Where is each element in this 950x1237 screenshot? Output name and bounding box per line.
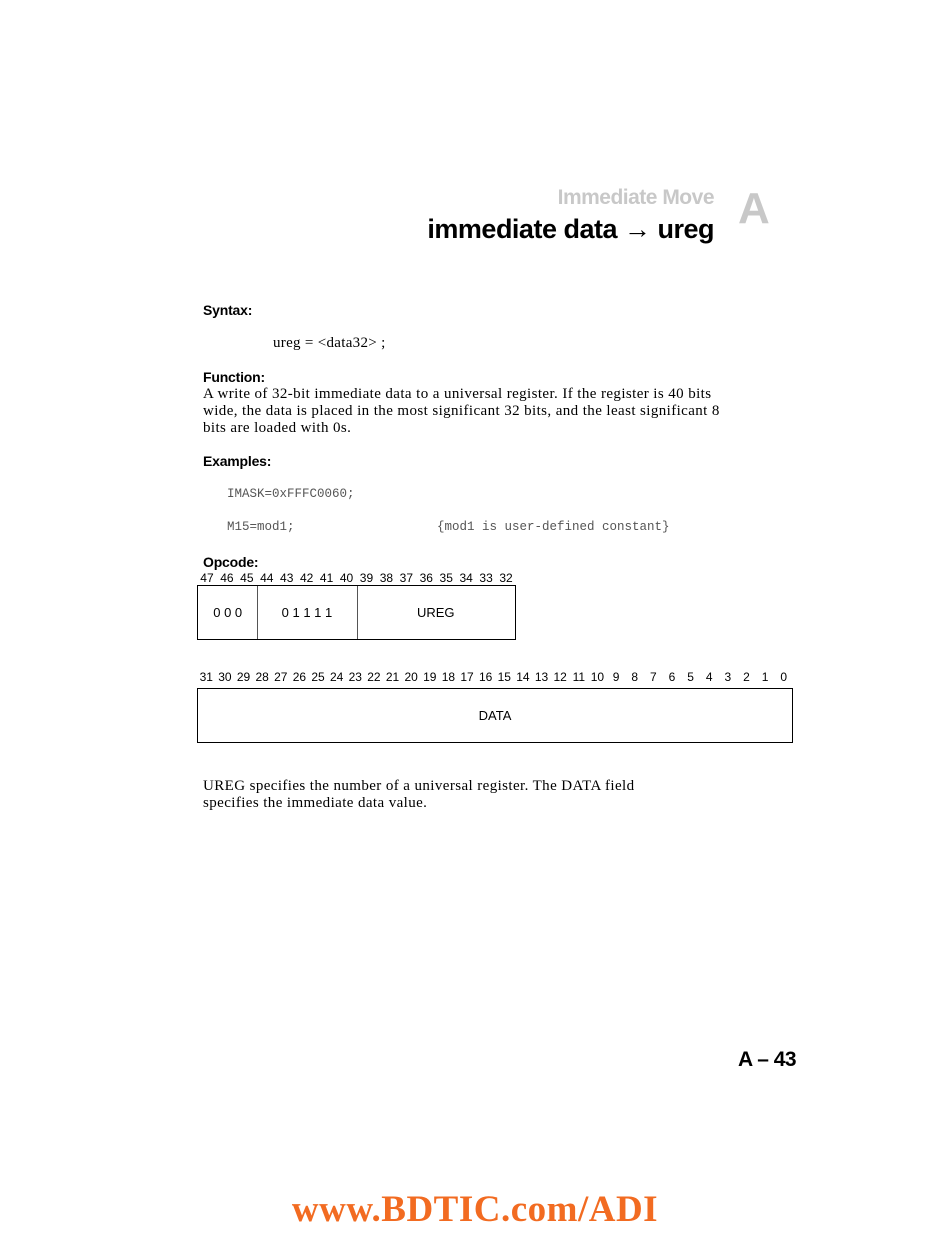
lower-bit-23: 23	[348, 670, 362, 684]
upper-bit-32: 32	[499, 571, 513, 585]
upper-bit-37: 37	[399, 571, 414, 585]
example-code-1: IMASK=0xFFFC0060;	[227, 487, 355, 501]
lower-bit-8: 8	[631, 670, 639, 684]
upper-bit-35: 35	[439, 571, 453, 585]
function-heading: Function:	[203, 369, 265, 385]
upper-bit-44: 44	[260, 571, 274, 585]
lower-bit-18: 18	[441, 670, 456, 684]
upper-bit-41: 41	[319, 571, 334, 585]
upper-bit-38: 38	[379, 571, 394, 585]
upper-bit-numbers	[197, 571, 516, 585]
lower-bit-9: 9	[612, 670, 620, 684]
lower-bit-20: 20	[404, 670, 418, 684]
upper-bit-47: 47	[200, 571, 214, 585]
upper-bit-33: 33	[479, 571, 493, 585]
lower-bit-11: 11	[572, 670, 586, 684]
lower-bit-2: 2	[743, 670, 750, 684]
function-text: A write of 32-bit immediate data to a universal register. If the register is 40 bits wide, the data is placed in the most significant 32 bits, and the least significant 8 bits are loaded with 0s.	[203, 386, 720, 436]
lower-bit-16: 16	[479, 670, 493, 684]
lower-bit-1: 1	[761, 670, 769, 684]
section-subtitle: Immediate Move	[557, 186, 714, 209]
appendix-letter: A	[738, 184, 770, 233]
upper-field-0: 0 0 0	[198, 586, 258, 639]
lower-bit-31: 31	[199, 670, 213, 684]
page-number: A – 43	[738, 1048, 797, 1071]
examples-heading: Examples:	[203, 453, 272, 469]
lower-bit-22: 22	[367, 670, 381, 684]
upper-bit-42: 42	[299, 571, 314, 585]
lower-bit-numbers	[197, 670, 793, 684]
syntax-line: ureg = <data32> ;	[273, 335, 386, 351]
example-comment-2: {mod1 is user-defined constant}	[437, 520, 670, 534]
upper-bit-40: 40	[339, 571, 354, 585]
lower-bit-15: 15	[497, 670, 511, 684]
lower-bit-14: 14	[516, 670, 530, 684]
watermark-link[interactable]: www.BDTIC.com/ADI	[291, 1189, 659, 1230]
example-code-2: M15=mod1;	[227, 520, 295, 534]
upper-bit-45: 45	[240, 571, 254, 585]
lower-bit-27: 27	[274, 670, 288, 684]
lower-bit-19: 19	[423, 670, 437, 684]
lower-bit-28: 28	[255, 670, 269, 684]
lower-bit-7: 7	[649, 670, 657, 684]
page-title: immediate data → ureg	[427, 214, 714, 244]
upper-bit-34: 34	[459, 571, 473, 585]
lower-bit-5: 5	[687, 670, 694, 684]
syntax-heading: Syntax:	[203, 302, 253, 318]
upper-bit-39: 39	[359, 571, 374, 585]
lower-bit-4: 4	[705, 670, 713, 684]
lower-bit-24: 24	[330, 670, 344, 684]
lower-bit-3: 3	[724, 670, 732, 684]
upper-bit-46: 46	[220, 571, 234, 585]
lower-bit-17: 17	[460, 670, 474, 684]
opcode-heading: Opcode:	[203, 554, 259, 570]
lower-bit-13: 13	[534, 670, 549, 684]
lower-bit-29: 29	[236, 670, 251, 684]
lower-opcode-word	[197, 688, 793, 743]
lower-field-0: DATA	[478, 708, 512, 723]
upper-field-2: UREG	[416, 605, 455, 620]
lower-bit-12: 12	[553, 670, 567, 684]
upper-bit-36: 36	[419, 571, 433, 585]
upper-opcode-word	[197, 585, 516, 640]
lower-bit-25: 25	[311, 670, 325, 684]
lower-bit-6: 6	[668, 670, 676, 684]
upper-field-1: 0 1 1 1 1	[257, 586, 357, 639]
upper-bit-43: 43	[280, 571, 294, 585]
lower-bit-0: 0	[780, 670, 788, 684]
lower-bit-30: 30	[218, 670, 232, 684]
lower-bit-26: 26	[292, 670, 307, 684]
description-text: UREG specifies the number of a universal register. The DATA field specifies the immediate data value.	[203, 778, 635, 811]
lower-bit-10: 10	[590, 670, 605, 684]
lower-bit-21: 21	[385, 670, 400, 684]
